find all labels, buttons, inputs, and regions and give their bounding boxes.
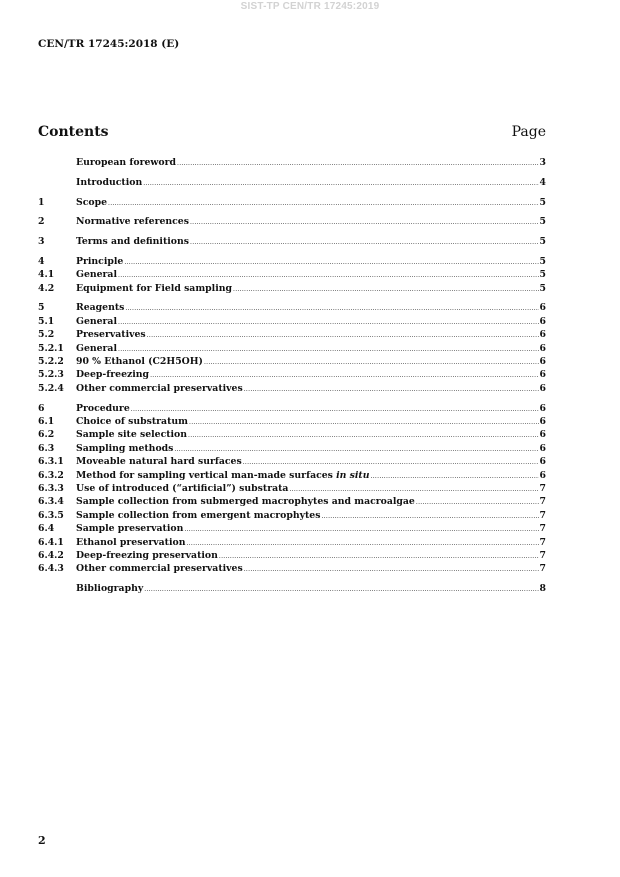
- toc-dot-leader: [188, 432, 539, 439]
- toc-entry-title: Use of introduced (“artificial”) substrata: [76, 482, 289, 494]
- toc-entry-number: 3: [38, 236, 45, 248]
- toc-entry-title: Ethanol preservation: [76, 536, 186, 548]
- toc-entry[interactable]: [38, 269, 546, 282]
- toc-entry-title: 90 % Ethanol (C2H5OH): [76, 356, 203, 368]
- toc-entry[interactable]: [38, 470, 546, 483]
- toc-entry[interactable]: [38, 523, 546, 536]
- toc-entry-number: 5.2.1: [38, 342, 64, 354]
- toc-entry-number: 6.3: [38, 442, 55, 454]
- toc-entry-title: Equipment for Field sampling: [76, 282, 232, 294]
- toc-entry-number: 2: [38, 216, 45, 228]
- toc-entry[interactable]: [38, 329, 546, 342]
- toc-entry-page: 5: [539, 255, 546, 267]
- toc-dot-leader: [174, 446, 538, 453]
- toc-dot-leader: [118, 319, 539, 326]
- toc-entry-page: 6: [539, 456, 546, 468]
- toc-entry-number: 4.1: [38, 269, 55, 281]
- toc-entry-page: 3: [539, 157, 546, 168]
- toc-entry-page: 6: [539, 302, 546, 314]
- toc-entry-title: Procedure: [76, 402, 130, 414]
- toc-entry-page: 7: [539, 509, 546, 521]
- toc-dot-leader: [204, 359, 539, 366]
- toc-entry-title: Other commercial preservatives: [76, 382, 243, 394]
- toc-entry-number: 5.2.3: [38, 369, 64, 381]
- toc-entry[interactable]: [38, 510, 546, 523]
- toc-entry[interactable]: [38, 236, 546, 249]
- toc-entry-title: Choice of substratum: [76, 415, 188, 427]
- toc-entry-title: General: [76, 269, 117, 281]
- toc-entry-number: 5.2.2: [38, 356, 64, 368]
- toc-entry-title: Moveable natural hard surfaces: [76, 456, 242, 468]
- toc-entry-page: 6: [539, 382, 546, 394]
- toc-dot-leader: [243, 459, 539, 466]
- toc-entry-page: 6: [539, 429, 546, 441]
- toc-dot-leader: [118, 346, 539, 353]
- toc-entry-number: 6.4: [38, 523, 55, 535]
- toc-entry-page: 6: [539, 315, 546, 327]
- toc-dot-leader: [244, 566, 539, 573]
- toc-entry-page: 5: [539, 216, 546, 228]
- toc-entry[interactable]: [38, 443, 546, 456]
- toc-entry-page: 6: [539, 356, 546, 368]
- toc-entry-number: 6.3.3: [38, 482, 64, 494]
- toc-entry-title: Scope: [76, 196, 107, 208]
- toc-dot-leader: [190, 219, 539, 226]
- toc-entry-title: Reagents: [76, 302, 125, 314]
- table-of-contents: [38, 157, 546, 596]
- toc-entry-title: General: [76, 342, 117, 354]
- toc-entry-page: 5: [539, 269, 546, 281]
- toc-entry-page: 8: [539, 583, 546, 595]
- toc-entry[interactable]: [38, 369, 546, 382]
- toc-entry-page: 6: [539, 342, 546, 354]
- toc-entry-page: 6: [539, 442, 546, 454]
- toc-entry-title: Sample collection from emergent macrophytes: [76, 509, 321, 521]
- toc-entry-number: 6.4.1: [38, 536, 64, 548]
- toc-entry[interactable]: [38, 283, 546, 296]
- toc-entry-number: 6.4.2: [38, 549, 64, 561]
- toc-entry[interactable]: [38, 483, 546, 496]
- toc-entry[interactable]: [38, 343, 546, 356]
- toc-entry-title: Sample preservation: [76, 523, 184, 535]
- toc-entry-title: General: [76, 315, 117, 327]
- toc-entry-title: Introduction: [76, 176, 143, 188]
- toc-entry-number: 5.1: [38, 315, 55, 327]
- toc-entry-title: Other commercial preservatives: [76, 563, 243, 575]
- toc-entry-title: Method for sampling vertical man-made surfaces in situ: [76, 469, 370, 481]
- toc-dot-leader: [177, 160, 539, 167]
- toc-entry[interactable]: [38, 177, 546, 190]
- toc-entry-title: Preservatives: [76, 329, 146, 341]
- toc-entry-page: 6: [539, 402, 546, 414]
- toc-entry-page: 7: [539, 496, 546, 508]
- toc-entry-number: 6.2: [38, 429, 55, 441]
- toc-entry[interactable]: [38, 416, 546, 429]
- toc-entry[interactable]: [38, 197, 546, 210]
- toc-entry-page: 6: [539, 329, 546, 341]
- toc-entry-number: 6: [38, 402, 45, 414]
- toc-entry[interactable]: [38, 429, 546, 442]
- toc-dot-leader: [244, 386, 539, 393]
- toc-dot-leader: [321, 513, 538, 520]
- toc-dot-leader: [184, 526, 538, 533]
- toc-entry[interactable]: [38, 157, 546, 170]
- toc-entry-page: 7: [539, 563, 546, 575]
- toc-entry-number: 6.4.3: [38, 563, 64, 575]
- toc-entry-page: 7: [539, 523, 546, 535]
- toc-entry-page: 5: [539, 236, 546, 248]
- toc-entry[interactable]: [38, 563, 546, 576]
- page-number: 2: [38, 834, 46, 847]
- toc-entry-number: 4.2: [38, 282, 55, 294]
- watermark: SIST-TP CEN/TR 17245:2019: [240, 1, 380, 12]
- toc-entry-number: 4: [38, 255, 45, 267]
- toc-entry-title: Sampling methods: [76, 442, 174, 454]
- toc-dot-leader: [108, 200, 539, 207]
- toc-dot-leader: [233, 286, 539, 293]
- toc-dot-leader: [416, 499, 539, 506]
- toc-dot-leader: [189, 419, 539, 426]
- toc-entry-page: 6: [539, 415, 546, 427]
- toc-entry[interactable]: [38, 316, 546, 329]
- toc-entry-title: Deep-freezing preservation: [76, 549, 218, 561]
- document-id: CEN/TR 17245:2018 (E): [38, 38, 180, 50]
- toc-entry-title: Deep-freezing: [76, 369, 150, 381]
- toc-entry-page: 7: [539, 536, 546, 548]
- toc-dot-leader: [118, 272, 539, 279]
- contents-title: Contents: [38, 124, 109, 140]
- toc-entry-page: 6: [539, 469, 546, 481]
- toc-entry-page: 6: [539, 369, 546, 381]
- toc-dot-leader: [289, 486, 538, 493]
- toc-entry[interactable]: [38, 216, 546, 229]
- toc-entry-title: Normative references: [76, 216, 189, 228]
- toc-entry-page: 5: [539, 196, 546, 208]
- toc-dot-leader: [371, 473, 539, 480]
- toc-entry[interactable]: [38, 550, 546, 563]
- toc-entry-number: 1: [38, 196, 45, 208]
- toc-entry-page: 7: [539, 549, 546, 561]
- toc-dot-leader: [143, 180, 538, 187]
- toc-dot-leader: [131, 406, 539, 413]
- toc-entry-number: 6.3.4: [38, 496, 64, 508]
- toc-entry-number: 6.3.5: [38, 509, 64, 521]
- toc-dot-leader: [186, 540, 538, 547]
- toc-entry-page: 7: [539, 482, 546, 494]
- toc-entry-number: 6.3.2: [38, 469, 64, 481]
- toc-entry-title: Sample collection from submerged macrophytes and macroalgae: [76, 496, 415, 508]
- toc-entry[interactable]: [38, 383, 546, 396]
- toc-dot-leader: [190, 239, 539, 246]
- toc-entry-title: Terms and definitions: [76, 236, 189, 248]
- page-column-label: Page: [511, 124, 546, 140]
- toc-dot-leader: [124, 259, 538, 266]
- toc-entry[interactable]: [38, 403, 546, 416]
- toc-dot-leader: [144, 586, 538, 593]
- toc-dot-leader: [150, 372, 538, 379]
- toc-entry-number: 5.2.4: [38, 382, 64, 394]
- toc-entry-page: 4: [539, 176, 546, 188]
- toc-entry-number: 6.1: [38, 415, 55, 427]
- toc-dot-leader: [147, 332, 539, 339]
- toc-entry-title: Bibliography: [76, 583, 144, 595]
- toc-entry[interactable]: [38, 456, 546, 469]
- toc-entry-title: Principle: [76, 255, 124, 267]
- toc-entry[interactable]: [38, 537, 546, 550]
- toc-entry[interactable]: [38, 356, 546, 369]
- toc-entry-title: Sample site selection: [76, 429, 188, 441]
- toc-dot-leader: [125, 305, 538, 312]
- toc-entry[interactable]: [38, 256, 546, 269]
- toc-entry-number: 5.2: [38, 329, 55, 341]
- toc-entry-title: European foreword: [76, 157, 176, 168]
- toc-entry-number: 5: [38, 302, 45, 314]
- toc-entry[interactable]: [38, 496, 546, 509]
- toc-entry[interactable]: [38, 302, 546, 315]
- toc-dot-leader: [219, 553, 539, 560]
- toc-entry-number: 6.3.1: [38, 456, 64, 468]
- toc-entry-title-italic: in situ: [336, 469, 370, 481]
- toc-entry[interactable]: [38, 583, 546, 596]
- toc-entry-page: 5: [539, 282, 546, 294]
